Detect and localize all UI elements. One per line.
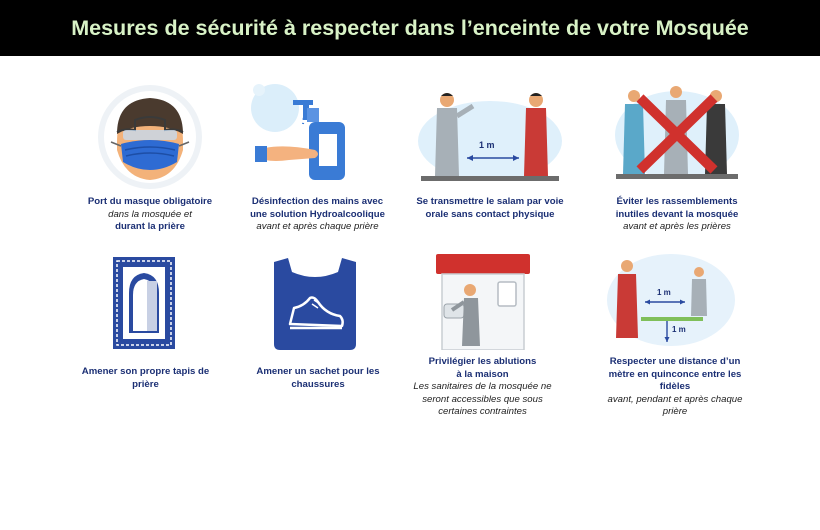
caption-line: Respecter une distance d’un <box>609 356 741 367</box>
caption-line: Port du masque obligatoire <box>87 196 213 207</box>
caption-line: Privilégier les ablutions <box>428 356 537 367</box>
measure-caption-distance <box>590 356 760 419</box>
caption-line: avant, pendant et après chaque <box>607 393 743 405</box>
hand-sanitizer-icon <box>245 78 365 188</box>
caption-line: Éviter les rassemblements <box>616 196 738 207</box>
caption-line: prière <box>132 378 159 390</box>
face-mask-icon <box>95 82 205 192</box>
no-contact-greeting-icon <box>415 86 565 186</box>
distance-label: 1 m <box>479 140 495 150</box>
caption-line: mètre en quinconce entre les <box>608 368 742 380</box>
measure-caption-ablution <box>400 356 565 419</box>
distance-horizontal-label: 1 m <box>657 288 671 297</box>
measure-caption-shoe-bag <box>238 366 398 391</box>
caption-line: prière <box>662 406 688 418</box>
caption-line: fidèles <box>659 381 691 393</box>
caption-line: orale sans contact physique <box>425 208 555 220</box>
caption-line: avant et après chaque prière <box>256 221 379 233</box>
caption-line: à la maison <box>456 368 509 380</box>
caption-line: une solution Hydroalcoolique <box>250 208 385 220</box>
measure-caption-mask <box>65 196 235 234</box>
caption-line: Amener un sachet pour les <box>256 366 380 377</box>
caption-line: certaines contraintes <box>438 406 527 418</box>
measure-caption-sanitizer <box>230 196 405 234</box>
caption-line: inutiles devant la mosquée <box>615 208 739 220</box>
measure-caption-gathering <box>592 196 762 234</box>
caption-line: chaussures <box>291 378 345 390</box>
caption-line: avant et après les prières <box>623 221 731 233</box>
prayer-rug-icon <box>113 257 175 349</box>
caption-line: Désinfection des mains avec <box>251 196 384 207</box>
caption-line: Amener son propre tapis de <box>81 366 210 377</box>
caption-line: dans la mosquée et <box>108 208 192 220</box>
caption-line: Se transmettre le salam par voie <box>416 196 564 207</box>
title-banner <box>0 0 820 56</box>
caption-line: Les sanitaires de la mosquée ne <box>413 381 552 393</box>
caption-line: durant la prière <box>115 221 185 233</box>
measure-caption-greeting <box>400 196 580 221</box>
staggered-distance-icon <box>605 250 740 350</box>
no-gathering-icon <box>612 80 742 185</box>
page-title: Mesures de sécurité à respecter dans l’enceinte de votre Mosquée <box>71 15 749 40</box>
no-contact-greeting-illustration <box>415 86 565 186</box>
staggered-distance-illustration <box>605 250 740 350</box>
caption-line: seront accessibles que sous <box>422 393 543 405</box>
distance-vertical-label: 1 m <box>672 325 686 334</box>
ablution-home-icon <box>432 252 534 350</box>
measure-caption-rug <box>63 366 228 391</box>
shoe-bag-icon <box>274 258 356 350</box>
